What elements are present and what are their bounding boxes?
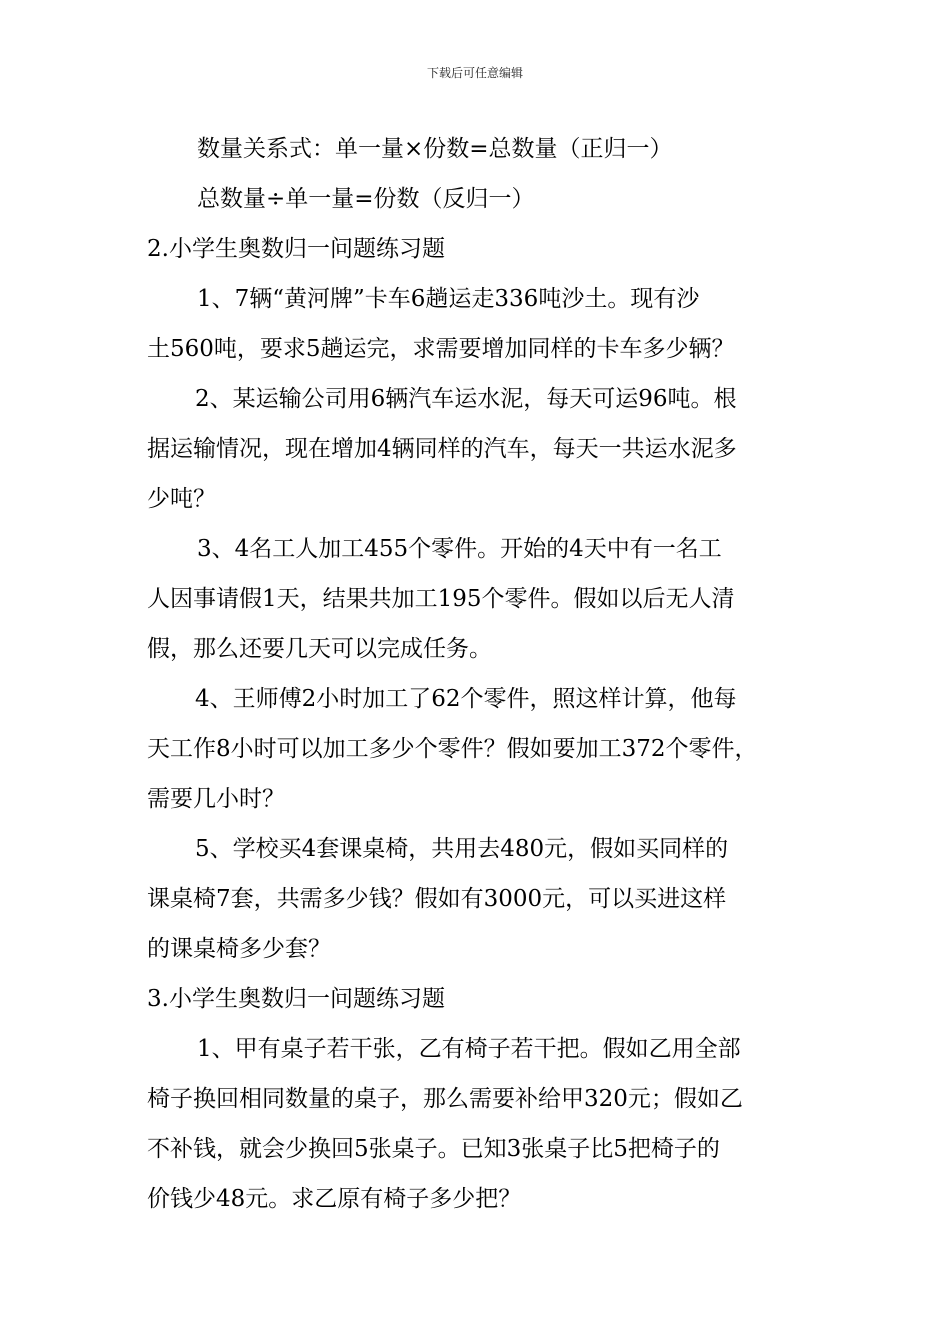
problem-line: 5、学校买4套课桌椅，共用去480元，假如买同样的	[195, 836, 729, 862]
formula-line-1: 数量关系式：单一量×份数=总数量（正归一）	[197, 136, 673, 162]
problem-line: 2、某运输公司用6辆汽车运水泥，每天可运96吨。根	[195, 386, 737, 412]
page-header: 下载后可任意编辑	[426, 66, 523, 80]
problem-line: 假，那么还要几天可以完成任务。	[147, 636, 492, 662]
section-heading-3: 3.小学生奥数归一问题练习题	[147, 986, 445, 1012]
problem-line: 价钱少48元。求乙原有椅子多少把？	[147, 1186, 522, 1212]
problem-line: 天工作8小时可以加工多少个零件？假如要加工372个零件，	[147, 736, 758, 762]
problem-line: 据运输情况，现在增加4辆同样的汽车，每天一共运水泥多	[147, 436, 737, 462]
problem-line: 课桌椅7套，共需多少钱？假如有3000元，可以买进这样	[147, 886, 727, 912]
problem-line: 椅子换回相同数量的桌子，那么需要补给甲320元；假如乙	[147, 1086, 743, 1112]
problem-line: 1、甲有桌子若干张，乙有椅子若干把。假如乙用全部	[197, 1036, 741, 1062]
problem-line: 人因事请假1天，结果共加工195个零件。假如以后无人清	[147, 586, 735, 612]
problem-line: 3、4名工人加工455个零件。开始的4天中有一名工	[197, 536, 722, 562]
problem-line: 1、7辆“黄河牌”卡车6趟运走336吨沙土。现有沙	[197, 286, 700, 312]
problem-line: 不补钱，就会少换回5张桌子。已知3张桌子比5把椅子的	[147, 1136, 720, 1162]
problem-line: 土560吨，要求5趟运完，求需要增加同样的卡车多少辆？	[147, 336, 735, 362]
problem-line: 需要几小时？	[147, 786, 285, 812]
problem-line: 少吨？	[147, 486, 216, 512]
problem-line: 4、王师傅2小时加工了62个零件，照这样计算，他每	[195, 686, 737, 712]
formula-line-2: 总数量÷单一量=份数（反归一）	[197, 186, 535, 212]
problem-line: 的课桌椅多少套？	[147, 936, 331, 962]
section-heading-2: 2.小学生奥数归一问题练习题	[147, 236, 445, 262]
